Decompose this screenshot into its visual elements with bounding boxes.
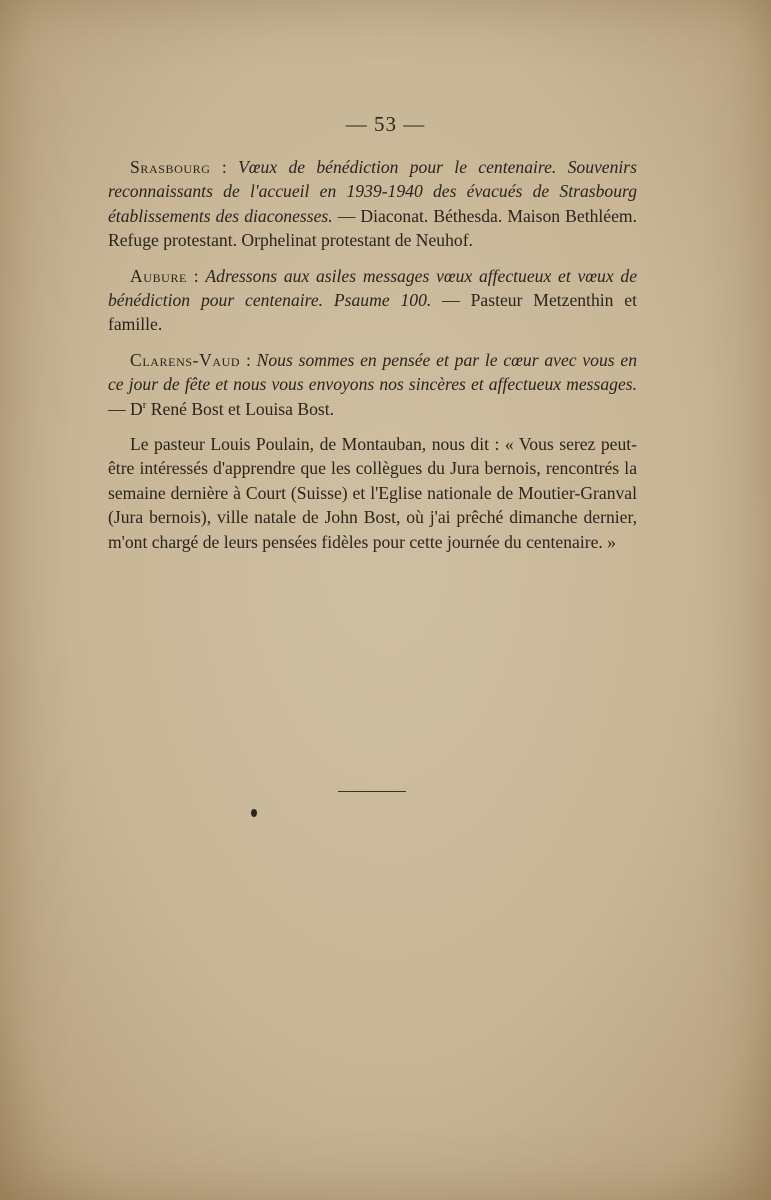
entry-signature: — Diaconat. Béthesda. Maison Bethléem. Refuge protestant. Orphelinat protestant de Neuhof. — [108, 205, 637, 251]
entry-clarens-vaud — [108, 348, 637, 421]
entry-place: Aubure — [130, 265, 187, 286]
entry-aubure — [108, 264, 637, 337]
entry-signature-superscript: r — [142, 398, 147, 411]
entry-place: Clarens-Vaud — [130, 349, 241, 370]
entry-separator: : — [240, 349, 257, 370]
entry-signature: — Pasteur Metzenthin et famille. — [108, 290, 637, 335]
text-body — [108, 155, 637, 565]
page-number: — 53 — — [345, 112, 426, 136]
entry-separator: : — [186, 265, 206, 286]
entry-separator: : — [210, 157, 239, 177]
entry-message: Vœux de bénédiction pour le centenaire. Souvenirs reconnaissants de l'accueil en 1939-1940 des évacués de Strasbourg établissements des diaconesses. — [108, 157, 637, 226]
entry-message: Adressons aux asiles messages vœux affectueux et vœux de bénédiction pour centenaire. Psaume 100. — [108, 265, 638, 311]
section-rule — [338, 791, 406, 792]
entry-strasbourg — [108, 155, 637, 253]
ink-dot — [251, 809, 257, 817]
closing-paragraph: Le pasteur Louis Poulain, de Montauban, nous dit : « Vous serez peut-être intéressés d'apprendre que les collègues du Jura bernois, rencontrés la semaine dernière à Court (Suisse) et l'Eglise nationale de Moutier-Granval (Jura bernois), ville natale de John Bost, où j'ai prêché dimanche dernier, m'ont chargé de leurs pensées fidèles pour cette journée du centenaire. » — [108, 434, 637, 552]
entry-signature-prefix: — D — [108, 398, 143, 419]
entry-place: Srasbourg — [130, 157, 211, 177]
entry-signature-suffix: René Bost et Louisa Bost. — [146, 398, 335, 419]
entry-message: Nous sommes en pensée et par le cœur avec vous en ce jour de fête et nous vous envoyons nos sincères et affectueux messages. — [108, 349, 637, 395]
